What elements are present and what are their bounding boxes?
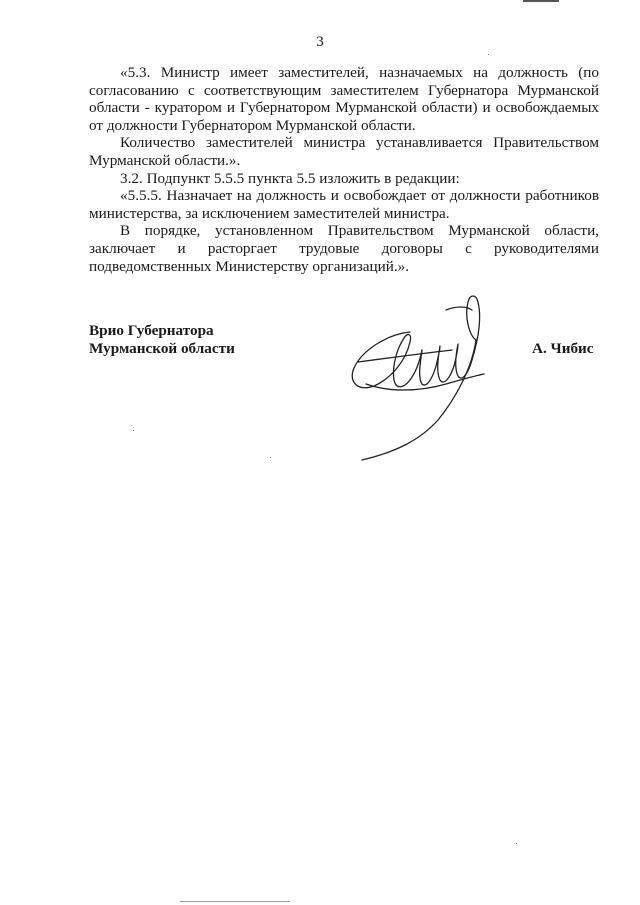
document-body — [89, 64, 599, 275]
signatory-name: А. Чибис — [532, 340, 594, 357]
paragraph-subordinate-orgs: В порядке, установленном Правительством Мурманской области, заключает и расторгает трудовые договоры с руководителями подведомственных Министерству организаций.». — [89, 222, 599, 275]
top-edge-mark — [523, 0, 559, 2]
handwritten-signature — [348, 288, 498, 466]
paragraph-5-5-5: «5.5.5. Назначает на должность и освобождает от должности работников министерства, за исключением заместителей министра. — [89, 187, 599, 222]
scan-speck — [516, 843, 517, 844]
page-number: 3 — [316, 34, 324, 50]
signatory-title-line1: Врио Губернатора — [89, 322, 214, 339]
paragraph-5-3: «5.3. Министр имеет заместителей, назначаемых на должность (по согласованию с соответствующим заместителем Губернатора Мурманской области - куратором и Губернатором Мурманской области) и освобождаемых от должности Губернатором Мурманской области. — [89, 64, 599, 134]
scan-speck — [270, 457, 271, 458]
paragraph-deputies-count: Количество заместителей министра устанавливается Правительством Мурманской области.». — [89, 134, 599, 169]
scan-speck — [488, 54, 489, 55]
scan-speck — [133, 430, 134, 431]
bottom-edge-mark — [180, 901, 290, 902]
signatory-title-line2: Мурманской области — [89, 340, 235, 357]
signatory-title — [89, 322, 235, 358]
paragraph-3-2: 3.2. Подпункт 5.5.5 пункта 5.5 изложить в редакции: — [120, 169, 460, 187]
